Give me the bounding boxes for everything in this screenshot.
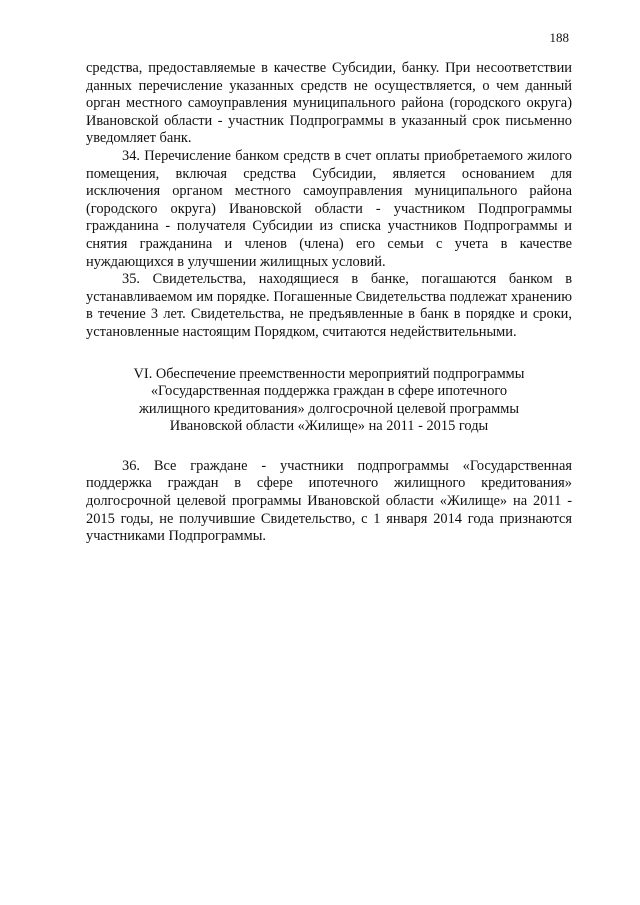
paragraph-34: 34. Перечисление банком средств в счет оплаты приобретаемого жилого помещения, включая средства Субсидии, является основанием для исключения органом местного самоуправления муниципального района (городского округа) Ивановской области - участником Подпрограммы гражданина - получателя Субсидии из списка участников Подпрограммы и снятия гражданина и членов (члена) его семьи с учета в качестве нуждающихся в улучшении жилищных условий. <box>86 147 572 270</box>
paragraph-35: 35. Свидетельства, находящиеся в банке, погашаются банком в устанавливаемом им порядке. Погашенные Свидетельства подлежат хранению в течение 3 лет. Свидетельства, не предъявленные в банк в порядке и сроки, установленные настоящим Порядком, считаются недействительными. <box>86 271 572 340</box>
page-number: 188 <box>549 30 569 45</box>
paragraph-continuation: средства, предоставляемые в качестве Субсидии, банку. При несоответствии данных перечисление указанных средств не осуществляется, о чем данный орган местного самоуправления муниципального района (городского округа) Ивановской области - участник Подпрограммы в указанный срок письменно уведомляет банк. <box>86 60 572 147</box>
document-body <box>86 60 572 546</box>
section-heading: VI. Обеспечение преемственности мероприятий подпрограммы «Государственная поддержка граждан в сфере ипотечного жилищного кредитования» долгосрочной целевой программы Ивановской области «Жилище» на 2011 - 2015 годы <box>133 365 525 435</box>
paragraph-36: 36. Все граждане - участники подпрограммы «Государственная поддержка граждан в сфере ипотечного жилищного кредитования» долгосрочной целевой программы Ивановской области «Жилище» на 2011 - 2015 годы, не получившие Свидетельство, с 1 января 2014 года признаются участниками Подпрограммы. <box>86 457 572 545</box>
